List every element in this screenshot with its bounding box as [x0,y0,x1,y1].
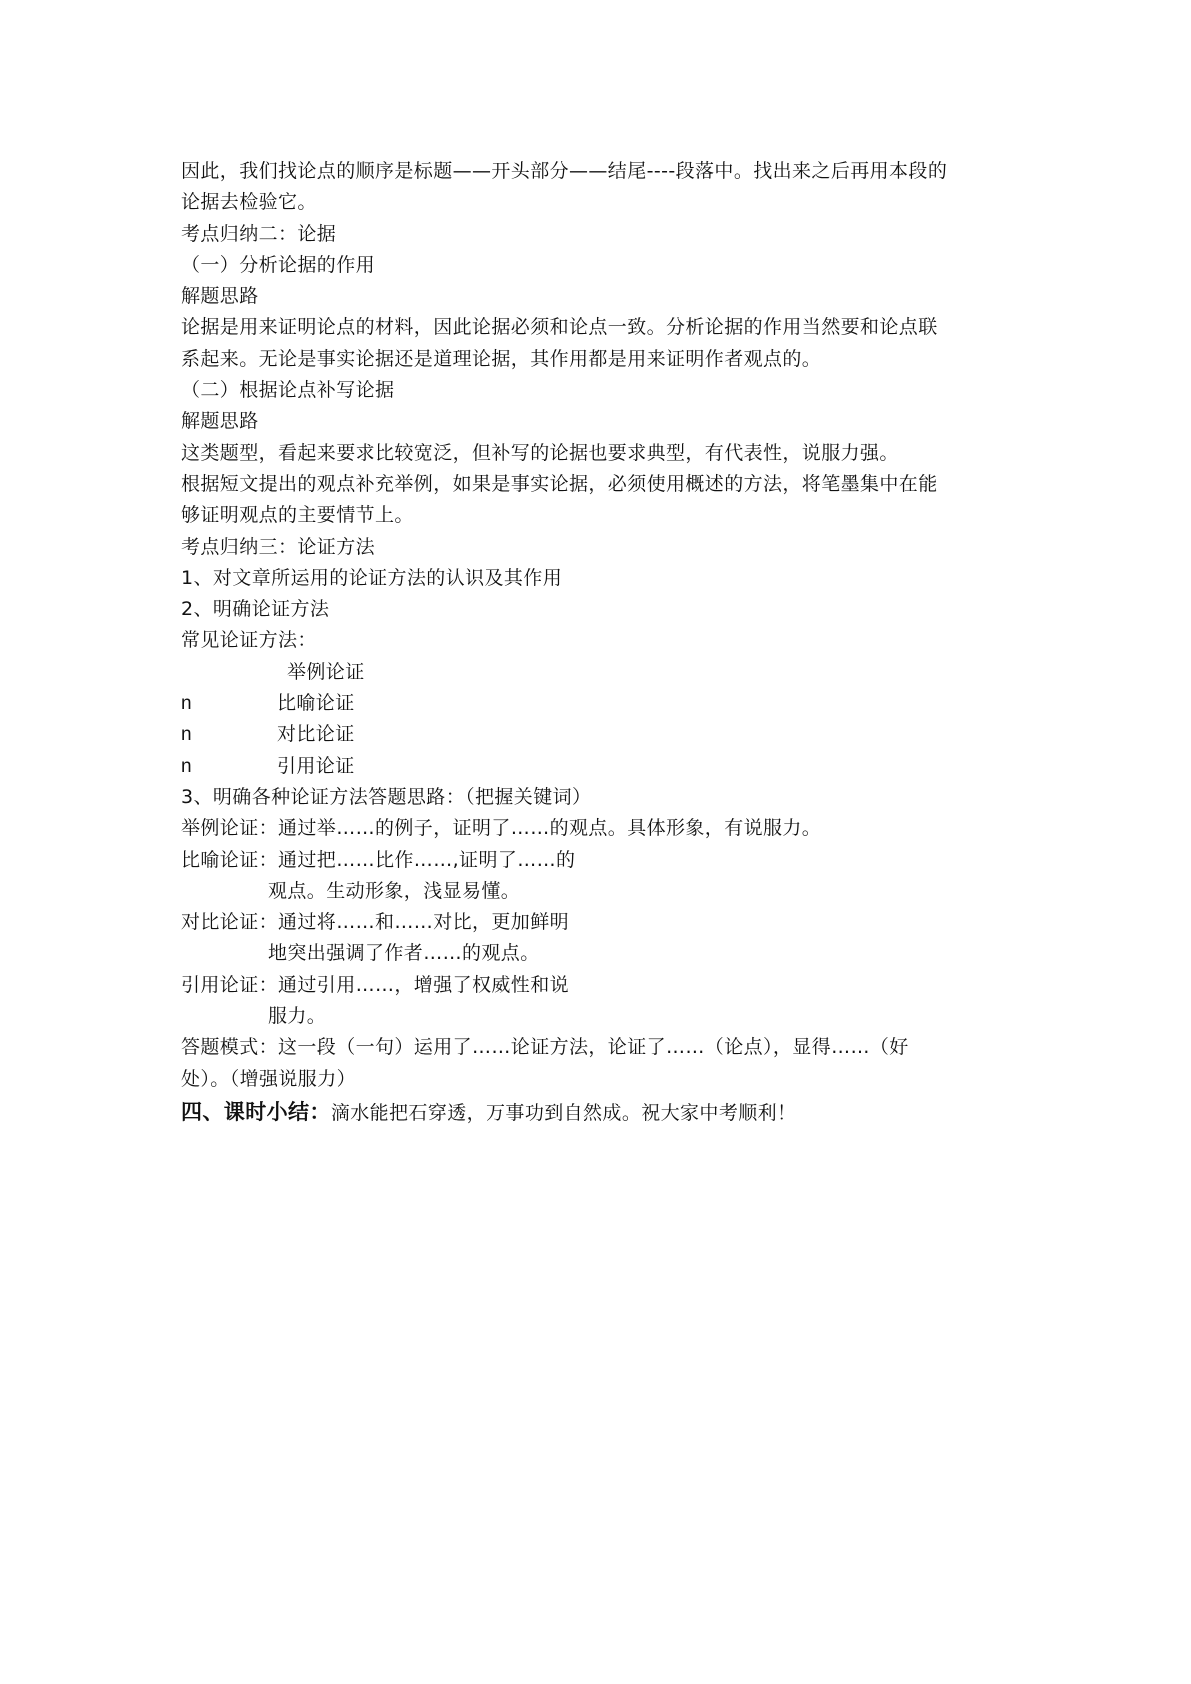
section2-sub2-body-3: 够证明观点的主要情节上。 [181,504,414,527]
answer-contrast-2: 地突出强调了作者……的观点。 [268,942,540,965]
section2-sub1-label: 解题思路 [181,285,259,308]
intro-line-2: 论据去检验它。 [181,191,317,214]
section2-sub1-body-1: 论据是用来证明论点的材料，因此论据必须和论点一致。分析论据的作用当然要和论点联 [181,316,938,339]
section2-sub2-title: （二）根据论点补写论据 [181,379,395,402]
method-row-quote [181,751,1021,782]
section2-sub1-body-2: 系起来。无论是事实论据还是道理论据，其作用都是用来证明作者观点的。 [181,347,822,370]
lesson-summary [181,1097,1021,1129]
answer-mode-1: 答题模式：这一段（一句）运用了……论证方法，论证了……（论点），显得……（好 [181,1036,909,1059]
section3-item-3: 3、明确各种论证方法答题思路：（把握关键词） [181,785,592,808]
section2-sub2-body-2: 根据短文提出的观点补充举例，如果是事实论据，必须使用概述的方法，将笔墨集中在能 [181,472,938,495]
method-name: 举例论证 [287,660,365,683]
section2-title: 考点归纳二：论据 [181,222,337,245]
answer-contrast-1: 对比论证：通过将……和……对比，更加鲜明 [181,911,570,934]
answer-mode-2: 处）。（增强说服力） [181,1067,357,1090]
section2-sub2-body-1: 这类题型，看起来要求比较宽泛，但补写的论据也要求典型，有代表性，说服力强。 [181,441,899,464]
method-row-metaphor [181,688,1021,719]
section3-item-1: 1、对文章所运用的论证方法的认识及其作用 [181,566,563,589]
method-name: 比喻论证 [277,692,355,715]
section2-sub2-label: 解题思路 [181,410,259,433]
intro-line-1: 因此，我们找论点的顺序是标题——开头部分——结尾----段落中。找出来之后再用本段的 [181,160,948,182]
method-bullet: n [181,724,192,746]
answer-metaphor-1: 比喻论证：通过把……比作……,证明了……的 [181,848,576,871]
section2-sub1-title: （一）分析论据的作用 [181,253,376,276]
answer-example: 举例论证：通过举……的例子，证明了……的观点。具体形象，有说服力。 [181,817,822,840]
answer-quote-2: 服力。 [268,1005,327,1028]
document-page [181,156,1021,1129]
method-row-example [181,657,1021,688]
summary-text: 滴水能把石穿透，万事功到自然成。祝大家中考顺利！ [330,1101,797,1124]
summary-heading: 四、课时小结： [181,1099,331,1124]
method-bullet: n [181,693,192,715]
answer-metaphor-2: 观点。生动形象，浅显易懂。 [268,879,521,902]
method-bullet: n [181,755,192,777]
section3-item-2: 2、明确论证方法 [181,598,330,621]
method-row-contrast [181,719,1021,750]
section3-title: 考点归纳三：论证方法 [181,535,376,558]
section3-common-label: 常见论证方法： [181,629,317,652]
method-name: 引用论证 [277,754,355,777]
answer-quote-1: 引用论证：通过引用……，增强了权威性和说 [181,973,570,996]
method-name: 对比论证 [277,723,355,746]
